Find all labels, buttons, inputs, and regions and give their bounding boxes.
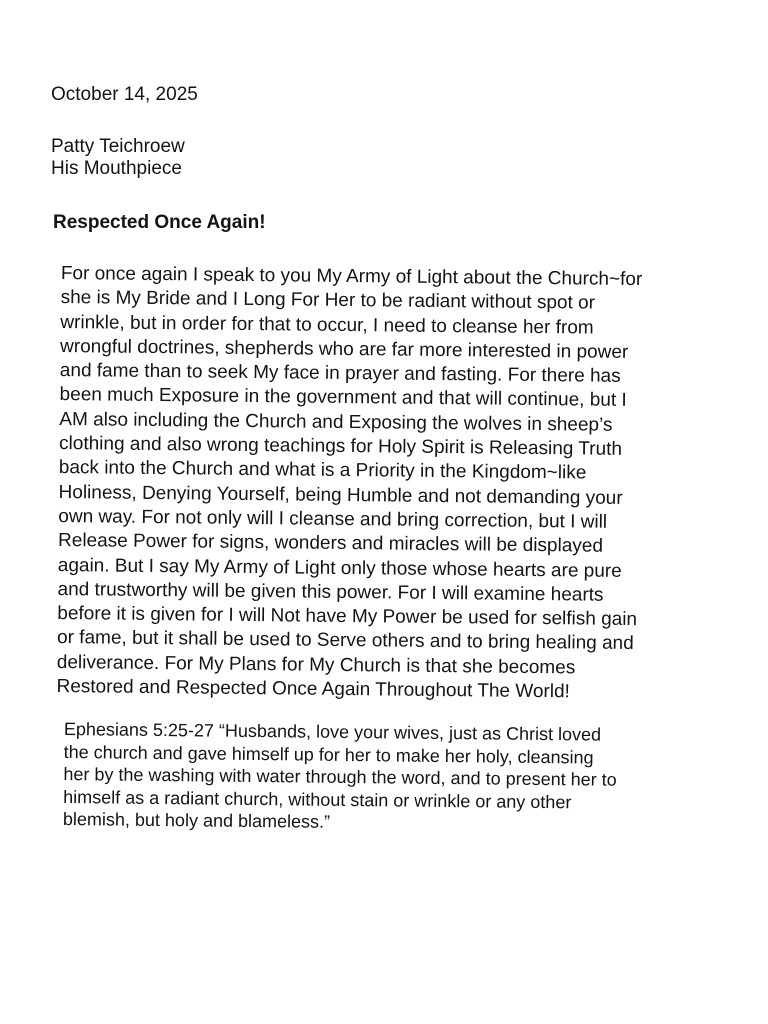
message-body xyxy=(56,262,751,707)
author-block xyxy=(51,136,185,180)
message-line: and trustworthy will be given this power. For I will examine hearts xyxy=(57,578,604,606)
message-line: again. But I say My Army of Light only those whose hearts are pure xyxy=(57,554,622,582)
message-line: Holiness, Denying Yourself, being Humble and not demanding your xyxy=(58,481,623,509)
message-line: deliverance. For My Plans for My Church is that she becomes xyxy=(56,651,576,679)
message-line: own way. For not only will I cleanse and bring correction, but I will xyxy=(58,505,608,533)
message-line: back into the Church and what is a Priority in the Kingdom~like xyxy=(58,457,587,484)
message-line: For once again I speak to you My Army of Light about the Church~for xyxy=(60,262,643,291)
message-line: wrongful doctrines, shepherds who are far more interested in power xyxy=(60,335,629,363)
scripture-line: the church and gave himself up for her to make her holy, cleansing xyxy=(63,741,594,768)
scripture-line: blemish, but holy and blameless.” xyxy=(62,808,331,832)
scripture-line: her by the washing with water through the word, and to present her to xyxy=(63,763,617,790)
message-line: and fame than to seek My face in prayer and fasting. For there has xyxy=(59,360,621,388)
message-line: she is My Bride and I Long For Her to be radiant without spot or xyxy=(60,287,596,314)
message-line: before it is given for I will Not have My Power be used for selfish gain xyxy=(57,603,638,631)
message-line: clothing and also wrong teachings for Holy Spirit is Releasing Truth xyxy=(58,433,623,460)
message-line: Restored and Respected Once Again Throughout The World! xyxy=(56,676,570,703)
message-line: or fame, but it shall be used to Serve others and to bring healing and xyxy=(56,627,634,655)
document-title: Respected Once Again! xyxy=(53,212,266,233)
message-line: wrinkle, but in order for that to occur, I need to cleanse her from xyxy=(60,311,594,339)
author-role: His Mouthpiece xyxy=(51,158,182,179)
scripture-line: himself as a radiant church, without stain or wrinkle or any other xyxy=(63,786,572,812)
document-date: October 14, 2025 xyxy=(51,84,198,105)
author-name: Patty Teichroew xyxy=(51,136,185,157)
message-line: been much Exposure in the government and that will continue, but I xyxy=(59,384,627,412)
message-line: AM also including the Church and Exposing the wolves in sheep’s xyxy=(59,408,613,436)
message-line: Release Power for signs, wonders and miracles will be displayed xyxy=(57,530,604,557)
scripture-line: Ephesians 5:25-27 “Husbands, love your wives, just as Christ loved xyxy=(63,718,602,745)
scripture-quote xyxy=(63,718,744,838)
